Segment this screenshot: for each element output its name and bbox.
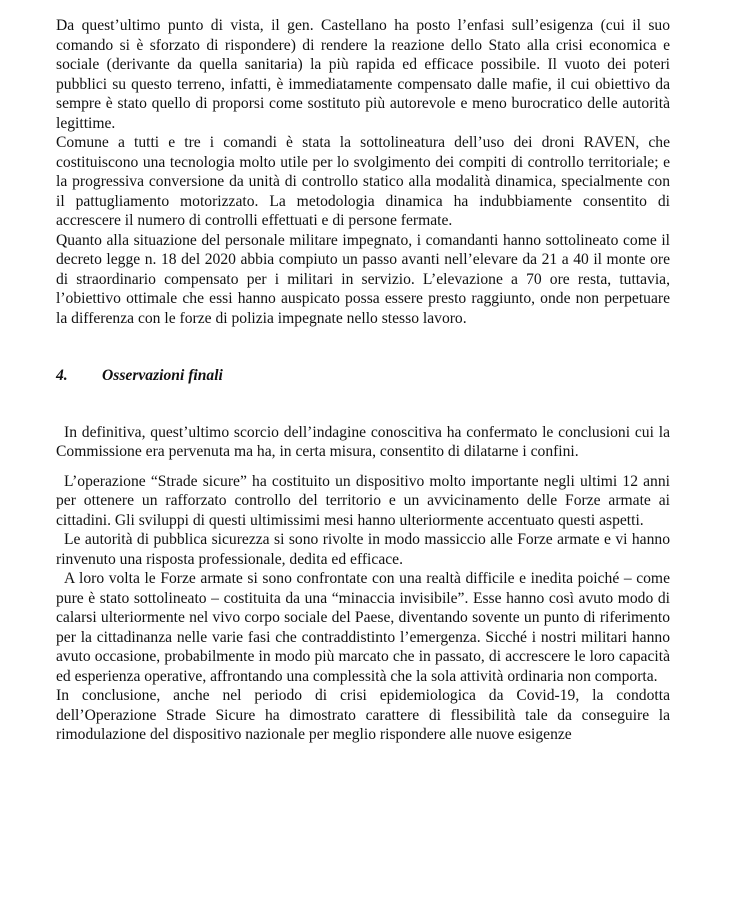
paragraph-strade-sicure: L’operazione “Strade sicure” ha costituito un dispositivo molto importante negli ultimi 12 anni per ottenere un rafforzato controllo del territorio e un avvicinamento delle Forze armate ai cittadini. Gli sviluppi di questi ultimissimi mesi hanno ulteriormente accentuato questi aspetti. <box>56 472 670 529</box>
paragraph-personale-militare: Quanto alla situazione del personale militare impegnato, i comandanti hanno sottolineato come il decreto legge n. 18 del 2020 abbia compiuto un passo avanti nell’elevare da 21 a 40 il monte ore di straordinario compensato per i militari in servizio. L’elevazione a 70 ore resta, tuttavia, l’obiettivo ottimale che essi hanno auspicato possa essere presto raggiunto, onde non perpetuare la differenza con le forze di polizia impegnate nello stesso lavoro. <box>56 231 670 327</box>
document-page <box>56 16 670 745</box>
section-number: 4. <box>56 367 68 384</box>
section-heading <box>56 366 670 386</box>
spacer <box>56 386 670 423</box>
paragraph-in-definitiva: In definitiva, quest’ultimo scorcio dell’indagine conoscitiva ha confermato le conclusioni cui la Commissione era pervenuta ma ha, in certa misura, consentito di dilatarne i confini. <box>56 423 670 460</box>
spacer <box>56 328 670 366</box>
paragraph-castellano: Da quest’ultimo punto di vista, il gen. Castellano ha posto l’enfasi sull’esigenza (cui il suo comando si è sforzato di rispondere) di rendere la reazione dello Stato alla crisi economica e sociale (derivante da quella sanitaria) la più rapida ed efficace possibile. Il vuoto dei poteri pubblici su questo terreno, infatti, è immediatamente compensato dalle mafie, il cui obiettivo da sempre è stato quello di proporsi come sostituto più autorevole e meno burocratico delle autorità legittime. <box>56 17 670 132</box>
paragraph-autorita-pubblica-sicurezza: Le autorità di pubblica sicurezza si sono rivolte in modo massiccio alle Forze armate e vi hanno rinvenuto una risposta professionale, dedita ed efficace. <box>56 531 670 568</box>
paragraph-conclusione: In conclusione, anche nel periodo di crisi epidemiologica da Covid-19, la condotta dell’Operazione Strade Sicure ha dimostrato carattere di flessibilità tale da conseguire la rimodulazione del dispositivo nazionale per meglio rispondere alle nuove esigenze <box>56 687 670 743</box>
paragraph-forze-armate: A loro volta le Forze armate si sono confrontate con una realtà difficile e inedita poiché – come pure è stato sottolineato – costituita da una “minaccia invisibile”. Esse hanno così avuto modo di calarsi ulteriormente nel vivo corpo sociale del Paese, diventando sovente un punto di riferimento per la cittadinanza nelle varie fasi che contraddistinto l’emergenza. Sicché i nostri militari hanno avuto occasione, probabilmente in modo più marcato che in passato, di accrescere le loro capacità ed esperienza operative, affrontando una complessità che la sola attività ordinaria non comporta. <box>56 570 670 685</box>
spacer <box>56 462 670 472</box>
section-title: Osservazioni finali <box>102 367 223 384</box>
paragraph-droni-raven: Comune a tutti e tre i comandi è stata la sottolineatura dell’uso dei droni RAVEN, che costituiscono una tecnologia molto utile per lo svolgimento dei compiti di controllo territoriale; e la progressiva conversione da unità di controllo statico alla modalità dinamica, specialmente con il pattugliamento motorizzato. La metodologia dinamica ha indubbiamente consentito di accrescere il numero di controlli effettuati e di persone fermate. <box>56 134 670 229</box>
